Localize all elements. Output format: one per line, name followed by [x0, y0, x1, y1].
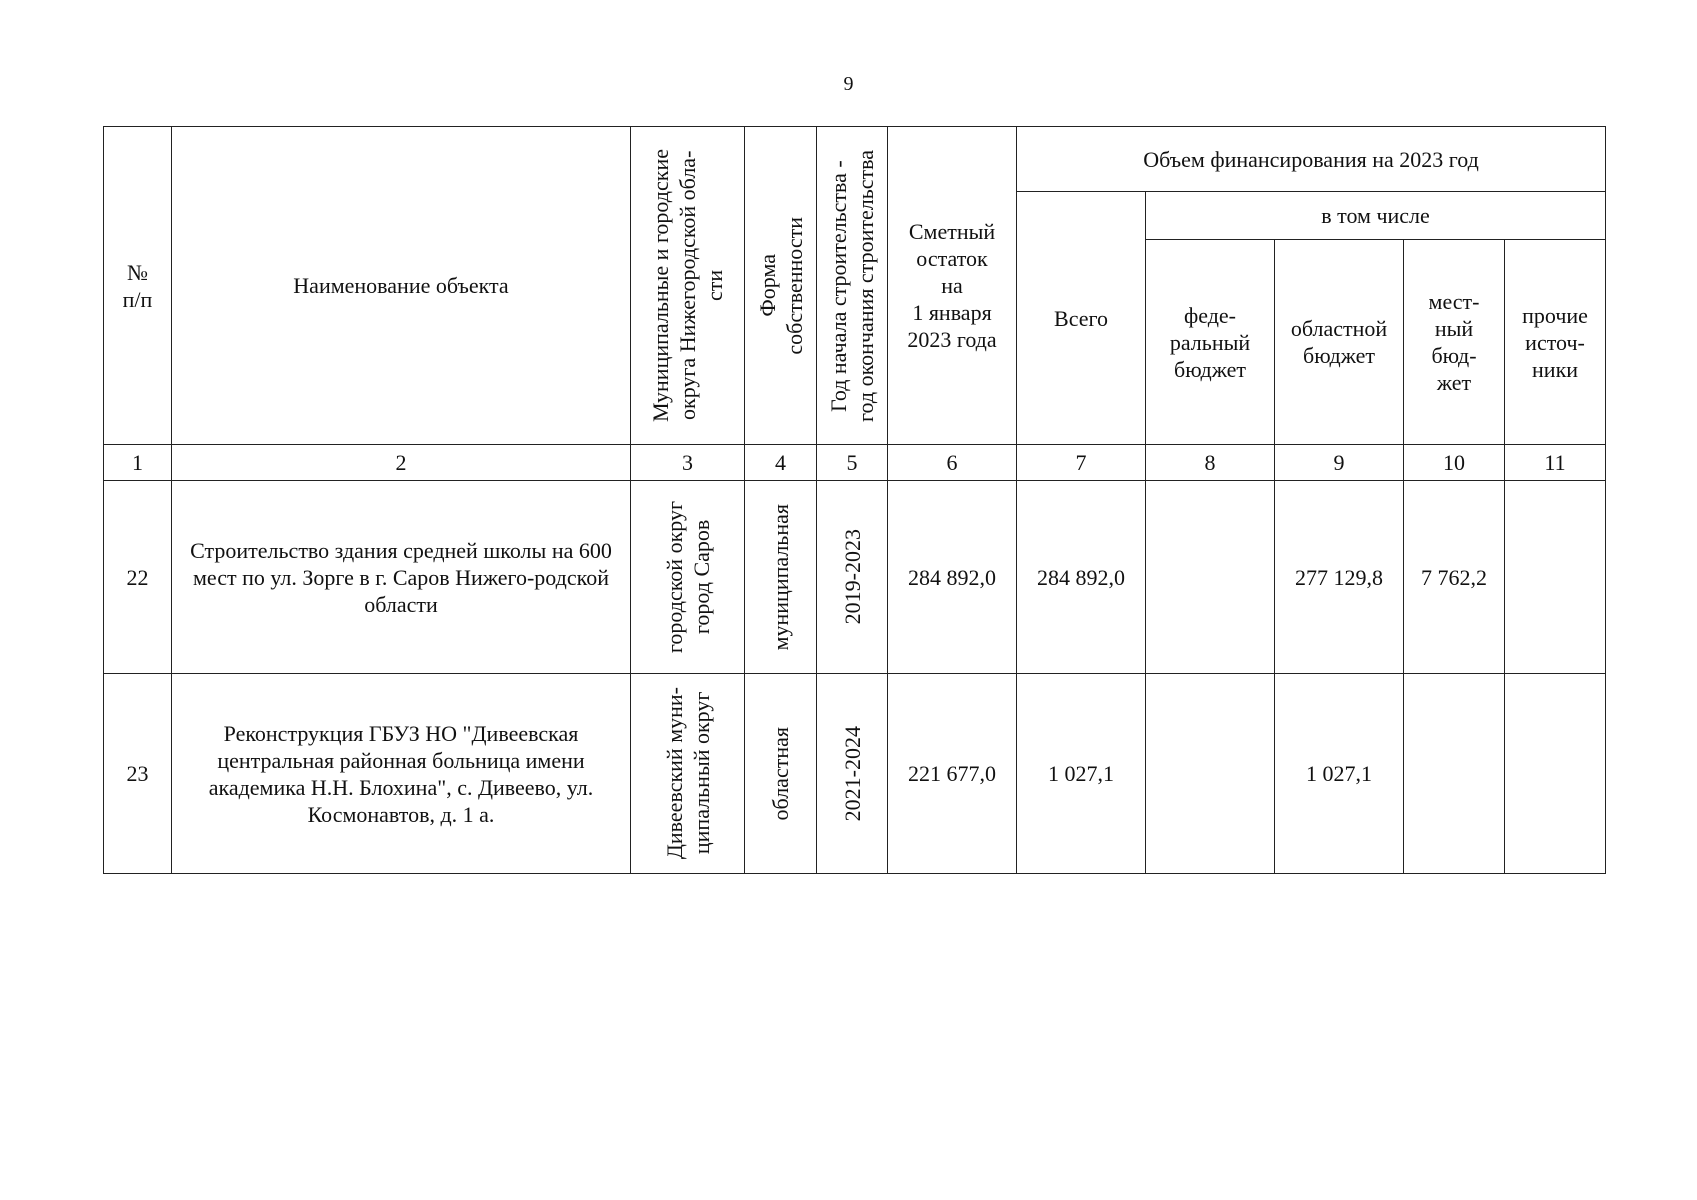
header-other: прочие источ- ники	[1505, 240, 1606, 445]
column-number: 3	[631, 445, 745, 481]
header-remainder: Сметный остаток на 1 января 2023 года	[888, 127, 1017, 445]
row-ownership-text: муниципальная	[768, 503, 793, 651]
row-years-text: 2019-2023	[839, 529, 865, 625]
row-ownership	[745, 674, 817, 874]
header-municipal-text: Муниципальные и городские округа Нижегородской обла- сти	[648, 149, 727, 422]
header-funding-group: Объем финансирования на 2023 год	[1017, 127, 1606, 192]
row-municipal	[631, 674, 745, 874]
header-ownership	[745, 127, 817, 445]
row-other	[1505, 481, 1606, 674]
column-number: 2	[172, 445, 631, 481]
row-municipal-text: городской округ город Саров	[661, 500, 714, 654]
row-remainder: 221 677,0	[888, 674, 1017, 874]
row-name: Строительство здания средней школы на 600 мест по ул. Зорге в г. Саров Нижего-родской области	[172, 481, 631, 674]
row-municipal-text: Дивеевский муни- ципальный округ	[661, 687, 714, 860]
column-number: 11	[1505, 445, 1606, 481]
header-regional: областной бюджет	[1275, 240, 1404, 445]
row-years-text: 2021-2024	[839, 725, 865, 822]
column-number: 1	[104, 445, 172, 481]
column-number: 5	[817, 445, 888, 481]
row-regional: 277 129,8	[1275, 481, 1404, 674]
column-number: 10	[1404, 445, 1505, 481]
row-ownership-text: областная	[768, 726, 793, 821]
header-name: Наименование объекта	[172, 127, 631, 445]
row-ownership	[745, 481, 817, 674]
row-years	[817, 674, 888, 874]
header-row-1	[104, 127, 1606, 192]
column-numbers-row	[104, 445, 1606, 481]
row-local	[1404, 674, 1505, 874]
row-total: 284 892,0	[1017, 481, 1146, 674]
table-row	[104, 481, 1606, 674]
column-number: 8	[1146, 445, 1275, 481]
row-federal	[1146, 674, 1275, 874]
header-num: № п/п	[104, 127, 172, 445]
row-municipal	[631, 481, 745, 674]
row-years	[817, 481, 888, 674]
row-regional: 1 027,1	[1275, 674, 1404, 874]
row-num: 23	[104, 674, 172, 874]
header-ownership-text: Форма собственности	[754, 216, 807, 355]
row-name: Реконструкция ГБУЗ НО "Дивеевская центральная районная больница имени академика Н.Н. Блохина", с. Дивеево, ул. Космонавтов, д. 1 а.	[172, 674, 631, 874]
row-other	[1505, 674, 1606, 874]
column-number: 7	[1017, 445, 1146, 481]
column-number: 6	[888, 445, 1017, 481]
header-municipal	[631, 127, 745, 445]
header-years	[817, 127, 888, 445]
column-number: 4	[745, 445, 817, 481]
table-row	[104, 674, 1606, 874]
row-local: 7 762,2	[1404, 481, 1505, 674]
header-years-text: Год начала строительства - год окончания строительства	[826, 149, 878, 422]
page-number: 9	[843, 73, 854, 95]
row-federal	[1146, 481, 1275, 674]
column-number: 9	[1275, 445, 1404, 481]
header-local: мест- ный бюд- жет	[1404, 240, 1505, 445]
header-including: в том числе	[1146, 192, 1606, 240]
row-remainder: 284 892,0	[888, 481, 1017, 674]
header-total: Всего	[1017, 192, 1146, 445]
row-total: 1 027,1	[1017, 674, 1146, 874]
financing-table	[103, 126, 1606, 874]
row-num: 22	[104, 481, 172, 674]
header-federal: феде- ральный бюджет	[1146, 240, 1275, 445]
